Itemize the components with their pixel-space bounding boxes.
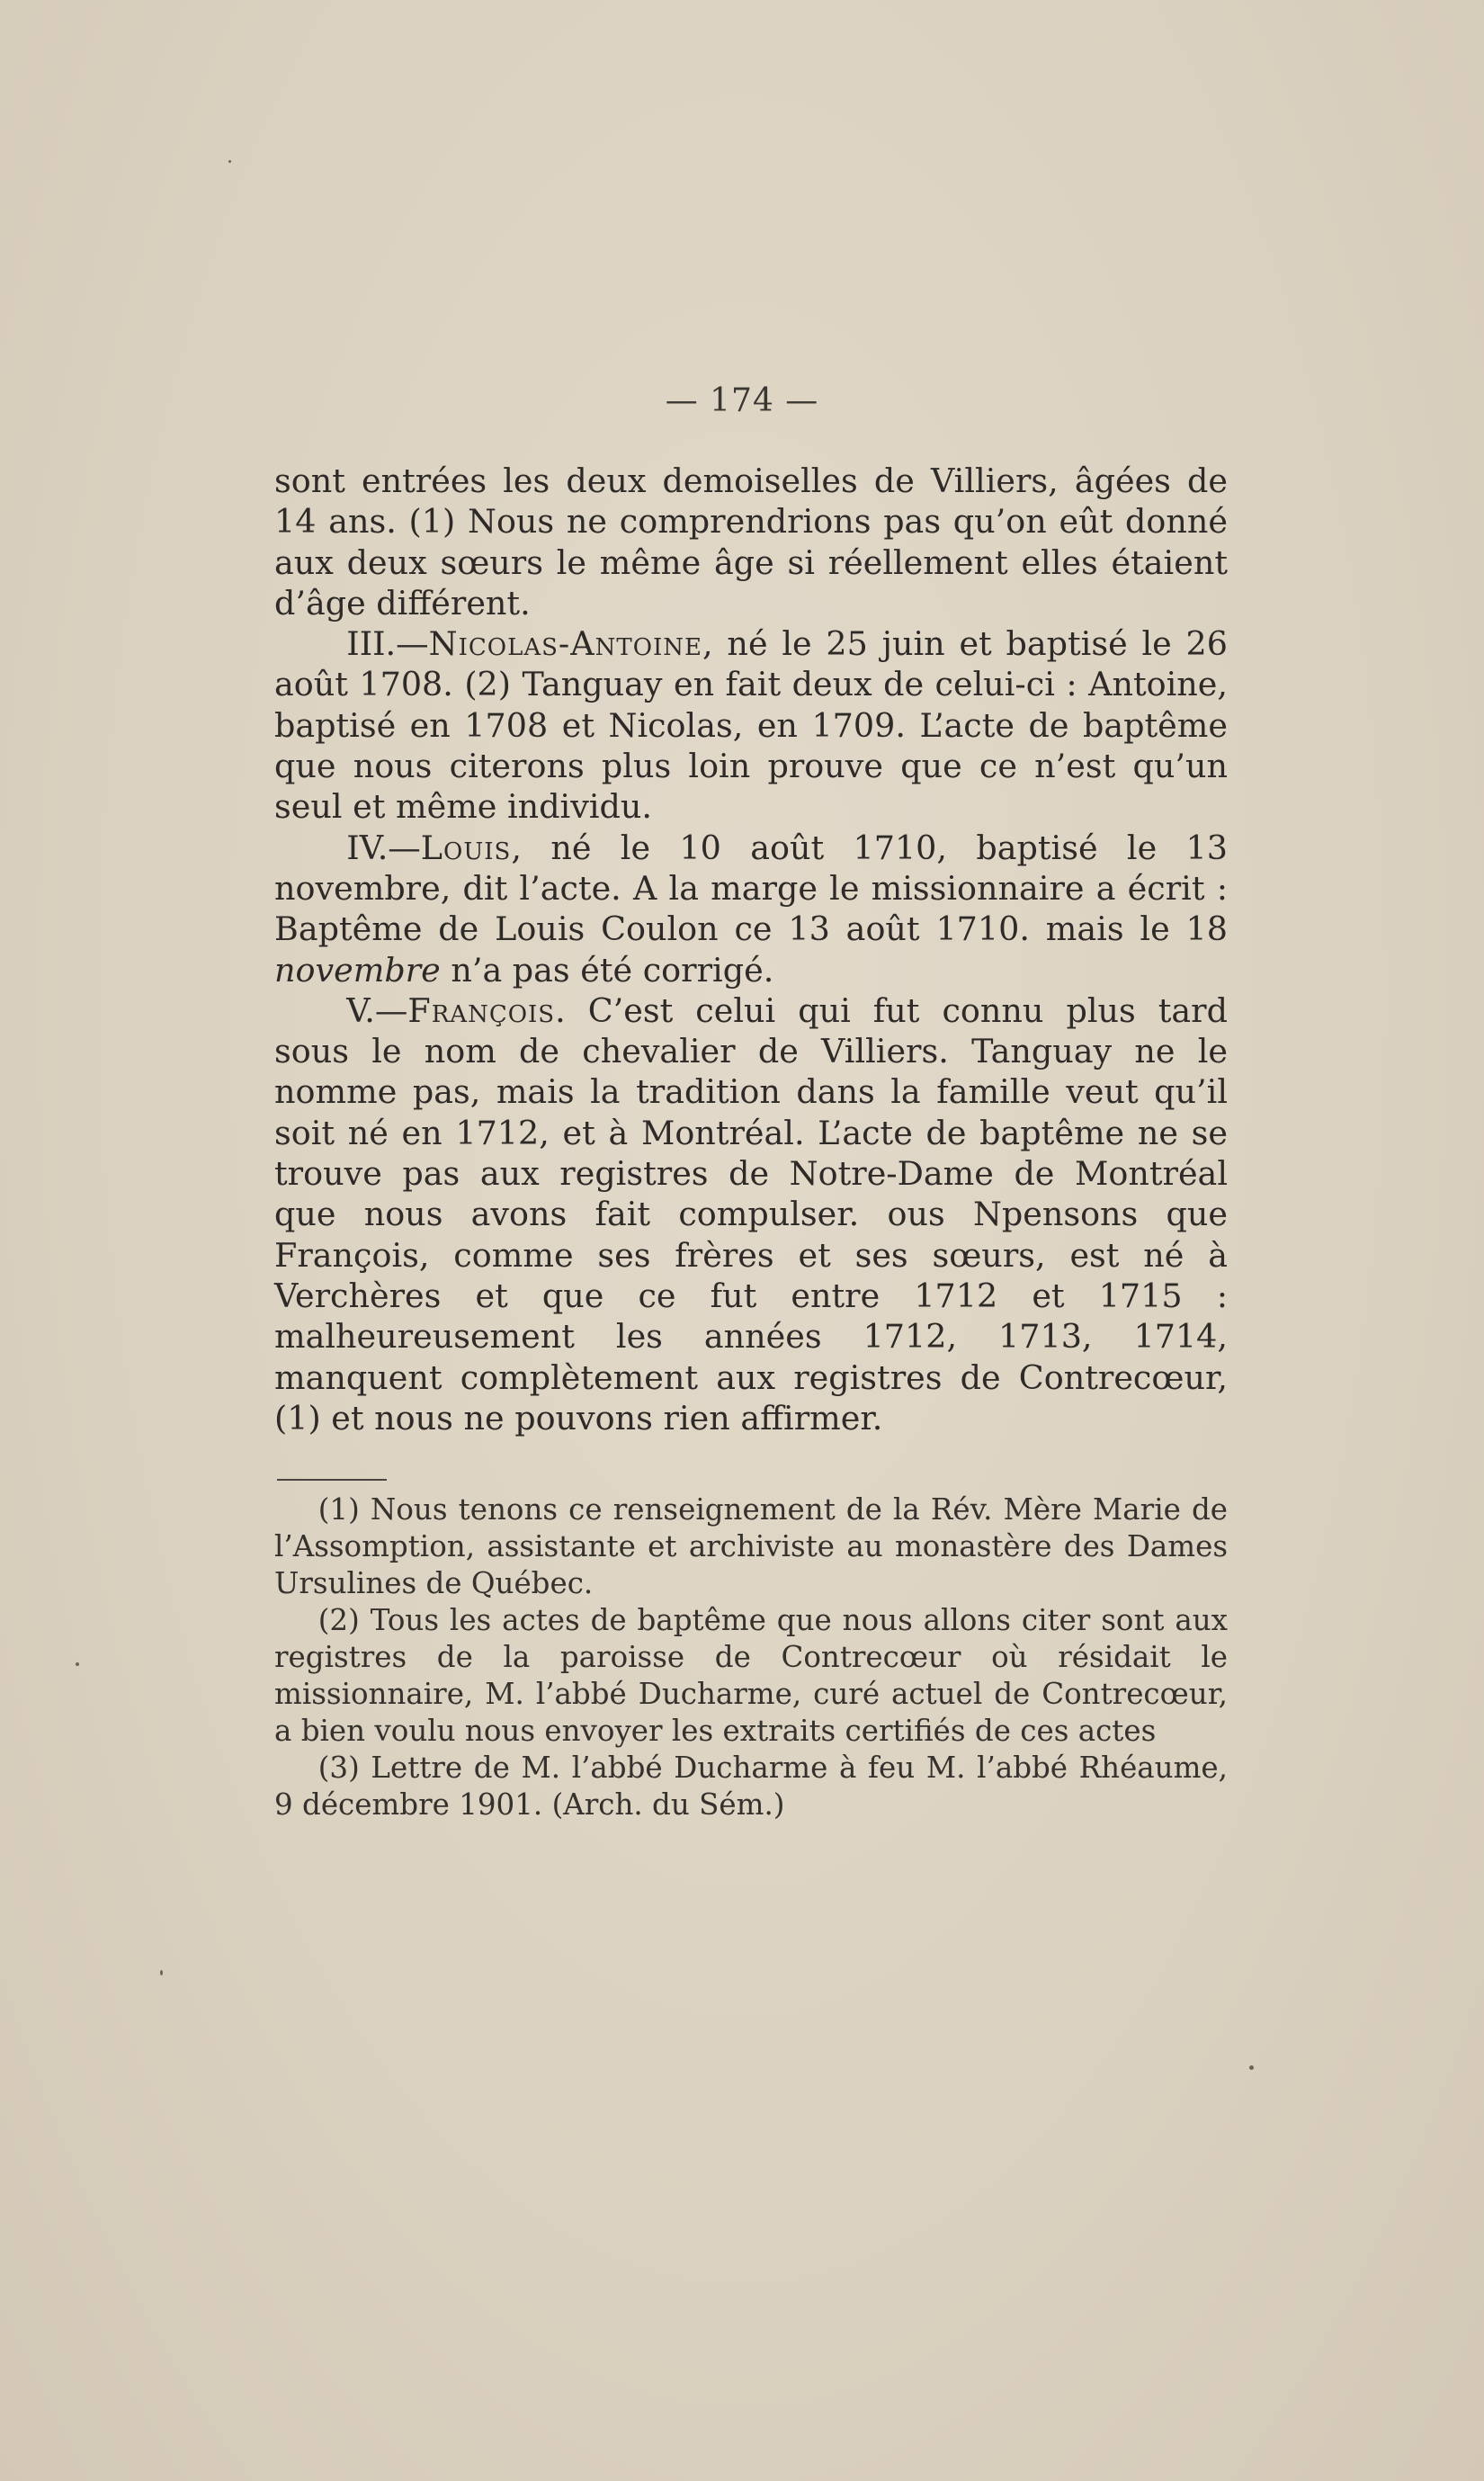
body-text — [274, 461, 1228, 1438]
paragraph-nicolas-antoine — [274, 623, 1228, 827]
entry-text: , né le 25 juin et baptisé le 26 août 1708. (2) Tanguay en fait deux de celui-ci : Antoine, baptisé en 1708 et Nicolas, en 1709. L’acte de baptême que nous citerons plus loin prouve que ce n’est qu’un seul et même individu. — [274, 624, 1228, 827]
footnote-3: (3) Lettre de M. l’abbé Ducharme à feu M. l’abbé Rhéaume, 9 décembre 1901. (Arch. du Sém.) — [274, 1751, 1228, 1822]
paragraph-louis — [274, 828, 1228, 990]
entry-number: III.— — [346, 624, 429, 664]
entry-text: . C’est celui qui fut connu plus tard sous le nom de chevalier de Villiers. Tanguay ne le nomme pas, mais la tradition dans la famille veut qu’il soit né en 1712, et à Montréal. L’acte de baptême ne se trouve pas aux registres de Notre-Dame de Montréal que nous avons fait compulser. ous Npensons que François, comme ses frères et ses sœurs, est né à Verchères et que ce fut entre 1712 et 1715 : malheureusement les années 1712, 1713, 1714, manquent complètement aux registres de Contrecœur, (1) et nous ne pouvons rien affirmer. — [274, 990, 1228, 1438]
footnote-divider — [277, 1479, 387, 1481]
paper-speck — [160, 1970, 163, 1975]
entry-name: François — [407, 990, 556, 1030]
entry-name: Louis — [420, 828, 512, 867]
entry-number: V.— — [346, 990, 408, 1030]
paragraph-francois — [274, 990, 1228, 1438]
footnotes — [274, 1491, 1228, 1823]
entry-text: , né le 10 août 1710, baptisé le 13 novembre, dit l’acte. A la marge le missionnaire a écrit : Baptême de Louis Coulon ce 13 août 1710. mais le 18 — [274, 828, 1228, 949]
italic-word: novembre — [274, 950, 441, 990]
footnote-1: (1) Nous tenons ce renseignement de la Rév. Mère Marie de l’Assomption, assistante et archiviste au monastère des Dames Ursulines de Québec. — [274, 1492, 1228, 1600]
entry-number: IV.— — [346, 828, 421, 867]
paragraph-continuation: sont entrées les deux demoiselles de Villiers, âgées de 14 ans. (1) Nous ne comprendrions pas qu’on eût donné aux deux sœurs le même âge si réellement elles étaient d’âge différent. — [274, 461, 1228, 622]
entry-text: n’a pas été corrigé. — [440, 950, 774, 990]
page-number: — 174 — — [665, 382, 819, 419]
paper-speck — [76, 1662, 79, 1666]
paper-speck — [1249, 2065, 1254, 2070]
paper-speck — [228, 160, 231, 163]
entry-name: Nicolas-Antoine — [428, 624, 703, 664]
footnote-2: (2) Tous les actes de baptême que nous allons citer sont aux registres de la paroisse de Contrecœur où résidait le missionnaire, M. l’abbé Ducharme, curé actuel de Contrecœur, a bien voulu nous envoyer les extraits certifiés de ces actes — [274, 1603, 1228, 1748]
